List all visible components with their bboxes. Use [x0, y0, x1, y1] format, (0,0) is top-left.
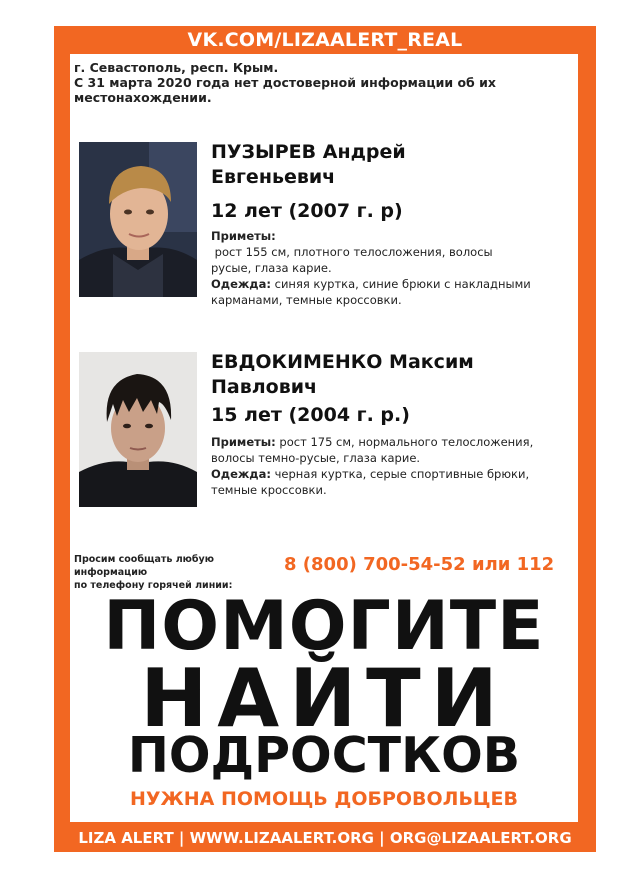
clothes-line: карманами, темные кроссовки. — [211, 293, 402, 307]
clothes-text: черная куртка, серые спортивные брюки, — [270, 467, 530, 481]
headline-help: ПОМОГИТЕ — [103, 587, 545, 666]
clothes-line: темные кроссовки. — [211, 483, 327, 497]
signs-text: рост 155 см, плотного телосложения, волосы — [211, 245, 493, 259]
signs-label: Приметы: — [211, 229, 276, 243]
clothes-label: Одежда: — [211, 277, 271, 291]
intro-line: местонахождении. — [74, 90, 212, 105]
intro-line: С 31 марта 2020 года нет достоверной информации об их — [74, 75, 496, 90]
signs-line — [211, 228, 551, 260]
clothes-label: Одежда: — [211, 467, 271, 481]
signs-line: русые, глаза карие. — [211, 261, 332, 275]
intro-line: г. Севастополь, респ. Крым. — [74, 60, 279, 75]
volunteers-needed: НУЖНА ПОМОЩЬ ДОБРОВОЛЬЦЕВ — [129, 788, 519, 810]
person-name-1 — [211, 140, 406, 190]
person-name-2 — [211, 350, 474, 400]
ask-line: по телефону горячей линии: — [74, 580, 233, 591]
person-description-1 — [211, 228, 551, 308]
name-line: Павлович — [211, 376, 318, 398]
person-photo-2 — [79, 352, 197, 507]
clothes-text: синяя куртка, синие брюки с накладными — [270, 277, 531, 291]
person-description-2 — [211, 434, 551, 498]
ask-line: Просим сообщать любую информацию — [74, 554, 214, 578]
name-line: ПУЗЫРЕВ Андрей — [211, 141, 406, 163]
footer-contacts[interactable]: LIZA ALERT | WWW.LIZAALERT.ORG | ORG@LIZAALERT.ORG — [78, 829, 572, 847]
signs-text: рост 175 см, нормального телосложения, — [275, 435, 534, 449]
intro-text — [74, 60, 554, 105]
clothes-line — [211, 276, 551, 292]
clothes-line — [211, 466, 551, 482]
name-line: Евгеньевич — [211, 166, 336, 188]
person-age-2: 15 лет (2004 г. р.) — [211, 404, 410, 426]
headline-teenagers: ПОДРОСТКОВ — [127, 727, 521, 784]
headline-find: НАЙТИ — [140, 652, 508, 745]
person-photo-1 — [79, 142, 197, 297]
signs-label: Приметы: — [211, 435, 276, 449]
person-age-1: 12 лет (2007 г. р) — [211, 200, 403, 222]
name-line: ЕВДОКИМЕНКО Максим — [211, 351, 474, 373]
signs-line: волосы темно-русые, глаза карие. — [211, 451, 421, 465]
header-url[interactable]: VK.COM/LIZAALERT_REAL — [187, 29, 463, 51]
signs-line — [211, 434, 551, 450]
hotline-phone[interactable]: 8 (800) 700-54-52 или 112 — [284, 554, 555, 575]
